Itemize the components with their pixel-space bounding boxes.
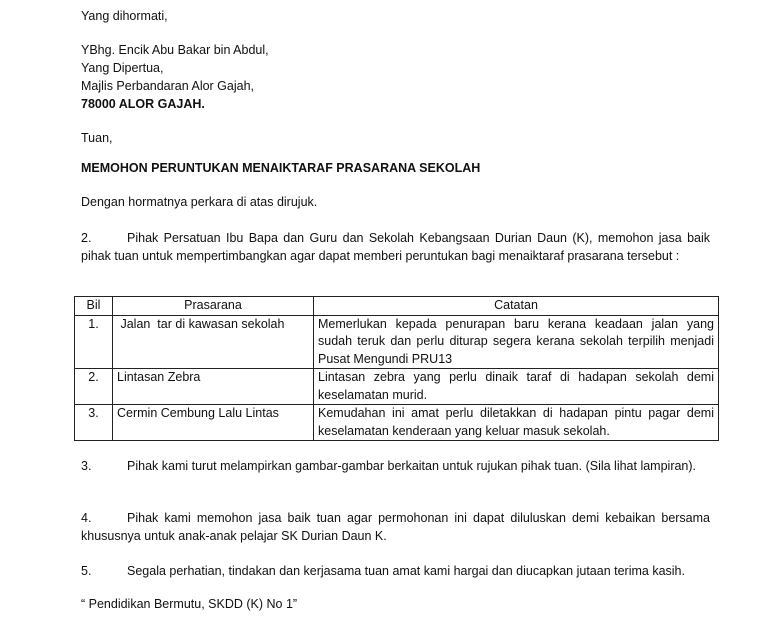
recipient-organization: Majlis Perbandaran Alor Gajah, [81, 79, 255, 93]
paragraph-4 [81, 509, 710, 545]
paragraph-text: Pihak kami turut melampirkan gambar-gambar berkaitan untuk rujukan pihak tuan. (Sila lihat lampiran). [127, 459, 697, 473]
paragraph-text: Pihak Persatuan Ibu Bapa dan Guru dan Sekolah Kebangsaan Durian Daun (K), memohon jasa baik pihak tuan untuk mempertimbangkan agar dapat memberi peruntukan bagi menaiktaraf prasarana tersebut : [81, 231, 710, 263]
recipient-address: 78000 ALOR GAJAH. [81, 97, 205, 111]
table-row [75, 315, 719, 369]
recipient-name: YBhg. Encik Abu Bakar bin Abdul, [81, 43, 269, 57]
paragraph-text: Segala perhatian, tindakan dan kerjasama tuan amat kami hargai dan diucapkan jutaan terima kasih. [127, 564, 685, 578]
row-prasarana: Lintasan Zebra [113, 369, 314, 405]
row-number: 3. [75, 405, 113, 441]
paragraph-3 [81, 457, 710, 475]
paragraph-number: 3. [81, 459, 92, 473]
column-header-bil: Bil [75, 297, 113, 316]
row-number: 1. [75, 315, 113, 369]
school-motto: “ Pendidikan Bermutu, SKDD (K) No 1” [81, 597, 298, 611]
table-row [75, 405, 719, 441]
row-catatan: Kemudahan ini amat perlu diletakkan di hadapan pintu pagar demi keselamatan kenderaan yang keluar masuk sekolah. [314, 405, 719, 441]
paragraph-number: 5. [81, 564, 92, 578]
row-prasarana: Jalan tar di kawasan sekolah [113, 315, 314, 369]
paragraph-5 [81, 562, 710, 580]
recipient-title: Yang Dipertua, [81, 61, 164, 75]
paragraph-number: 2. [81, 231, 92, 245]
column-header-prasarana: Prasarana [113, 297, 314, 316]
subject-heading: MEMOHON PERUNTUKAN MENAIKTARAF PRASARANA SEKOLAH [81, 161, 481, 175]
row-catatan: Memerlukan kepada penurapan baru kerana keadaan jalan yang sudah teruk dan perlu diturap segera kerana sekolah terpilih menjadi Pusat Mengundi PRU13 [314, 315, 719, 369]
table-row [75, 369, 719, 405]
paragraph-number: 4. [81, 511, 92, 525]
salutation: Yang dihormati, [81, 9, 168, 23]
column-header-catatan: Catatan [314, 297, 719, 316]
greeting: Tuan, [81, 131, 113, 145]
row-prasarana: Cermin Cembung Lalu Lintas [113, 405, 314, 441]
row-number: 2. [75, 369, 113, 405]
table-header-row [75, 297, 719, 316]
paragraph-text: Pihak kami memohon jasa baik tuan agar permohonan ini dapat diluluskan demi kebaikan bersama khususnya untuk anak-anak pelajar SK Durian Daun K. [81, 511, 710, 543]
paragraph-2 [81, 229, 710, 265]
intro-sentence: Dengan hormatnya perkara di atas dirujuk. [81, 195, 318, 209]
infrastructure-table [74, 296, 719, 441]
row-catatan: Lintasan zebra yang perlu dinaik taraf di hadapan sekolah demi keselamatan murid. [314, 369, 719, 405]
